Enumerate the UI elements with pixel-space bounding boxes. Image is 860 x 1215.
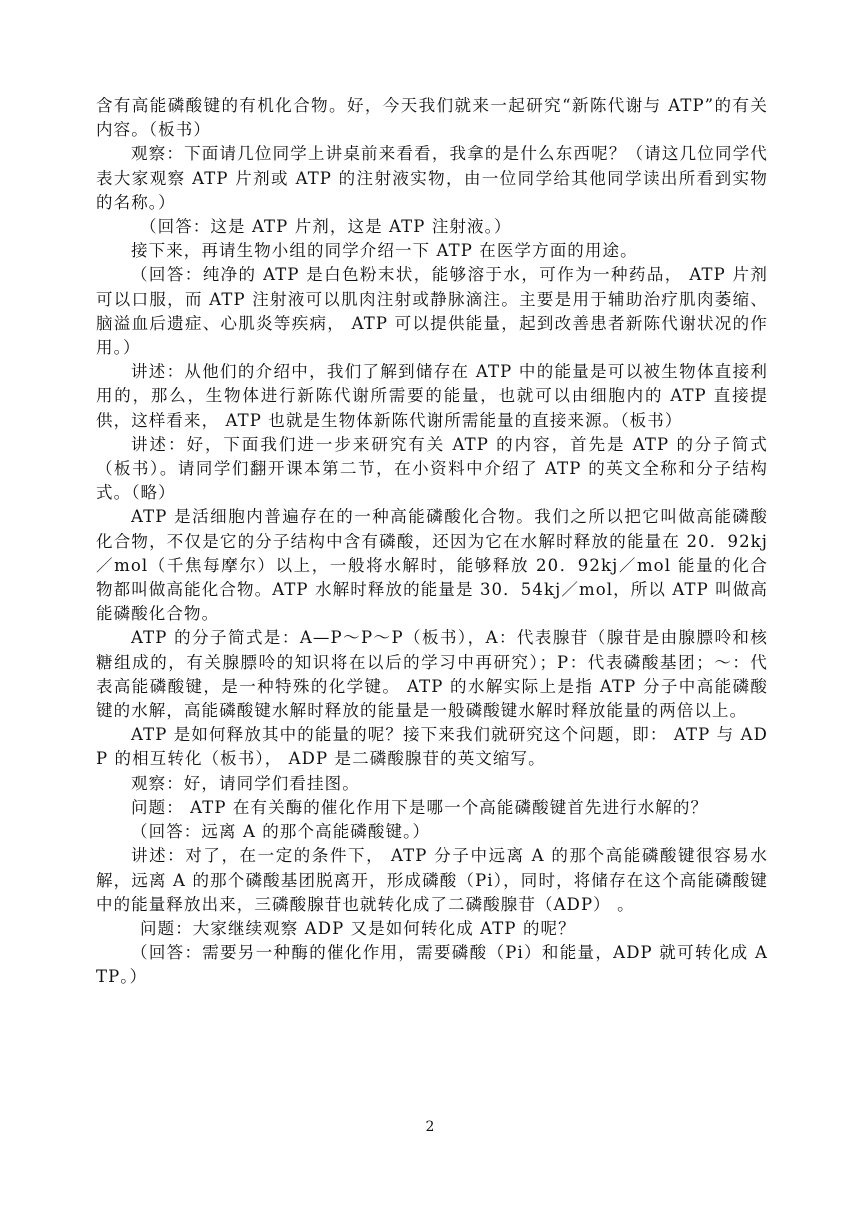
paragraph-8: ATP 是活细胞内普遍存在的一种高能磷酸化合物。我们之所以把它叫做高能磷酸化合物，不仅是它的分子结构中含有磷酸，还因为它在水解时释放的能量在 20．92kj／mol（千焦每摩尔）以上，一般将水解时，能够释放 20．92kj／mol 能量的化合物都叫做高能化合物。ATP 水解时释放的能量是 30．54kj／mol，所以 ATP 叫做高能磷酸化合物。 — [96, 507, 768, 624]
body-text — [96, 94, 768, 990]
paragraph-7: 讲述：好，下面我们进一步来研究有关 ATP 的内容，首先是 ATP 的分子简式（板书）。请同学们翻开课本第二节，在小资料中介绍了 ATP 的英文全称和分子结构式。（略） — [96, 434, 768, 503]
paragraph-3: （回答：这是 ATP 片剂，这是 ATP 注射液。） — [140, 217, 512, 237]
paragraph-14: 讲述：对了，在一定的条件下， ATP 分子中远离 A 的那个高能磷酸键很容易水解，远离 A 的那个磷酸基团脱离开，形成磷酸（Pi），同时，将储存在这个高能磷酸键中的能量释放出来，三磷酸腺苷也就转化成了二磷酸腺苷（ADP） 。 — [96, 846, 768, 914]
paragraph-12: 问题： ATP 在有关酶的催化作用下是哪一个高能磷酸键首先进行水解的？ — [131, 797, 709, 817]
paragraph-2: 观察：下面请几位同学上讲桌前来看看，我拿的是什么东西呢？（请这几位同学代表大家观察 ATP 片剂或 ATP 的注射液实物，由一位同学给其他同学读出所看到实物的名称。） — [96, 144, 768, 212]
paragraph-15: 问题：大家继续观察 ADP 又是如何转化成 ATP 的呢？ — [140, 918, 576, 938]
paragraph-9: ATP 的分子简式是：A—P～P～P（板书），A：代表腺苷（腺苷是由腺膘呤和核糖组成的，有关腺膘呤的知识将在以后的学习中再研究）；P：代表磷酸基团；～：代表高能磷酸键，是一种特殊的化学键。 ATP 的水解实际上是指 ATP 分子中高能磷酸键的水解，高能磷酸键水解时释放的能量是一般磷酸键水解时释放能量的两倍以上。 — [96, 628, 768, 721]
paragraph-5: （回答：纯净的 ATP 是白色粉末状，能够溶于水，可作为一种药品， ATP 片剂可以口服，而 ATP 注射液可以肌肉注射或静脉滴注。主要是用于辅助治疗肌肉萎缩、脑溢血后遗症、心肌炎等疾病， ATP 可以提供能量，起到改善患者新陈代谢状况的作用。） — [96, 265, 768, 358]
paragraph-4: 接下来，再请生物小组的同学介绍一下 ATP 在医学方面的用途。 — [131, 241, 638, 261]
page-number: 2 — [425, 1119, 435, 1135]
paragraph-13: （回答：远离 A 的那个高能磷酸键。） — [131, 822, 431, 842]
paragraph-10: ATP 是如何释放其中的能量的呢？接下来我们就研究这个问题，即： ATP 与 ADP 的相互转化（板书）， ADP 是二磷酸腺苷的英文缩写。 — [96, 725, 768, 769]
paragraph-16: （回答：需要另一种酶的催化作用，需要磷酸（Pi）和能量，ADP 就可转化成 ATP。） — [96, 943, 768, 987]
paragraph-1: 含有高能磷酸键的有机化合物。好，今天我们就来一起研究“新陈代谢与 ATP”的有关内容。（板书） — [96, 96, 768, 140]
paragraph-11: 观察：好，请同学们看挂图。 — [131, 773, 360, 793]
paragraph-6: 讲述：从他们的介绍中，我们了解到储存在 ATP 中的能量是可以被生物体直接利用的，那么，生物体进行新陈代谢所需要的能量，也就可以由细胞内的 ATP 直接提供，这样看来， ATP 也就是生物体新陈代谢所需能量的直接来源。（板书） — [96, 362, 768, 430]
